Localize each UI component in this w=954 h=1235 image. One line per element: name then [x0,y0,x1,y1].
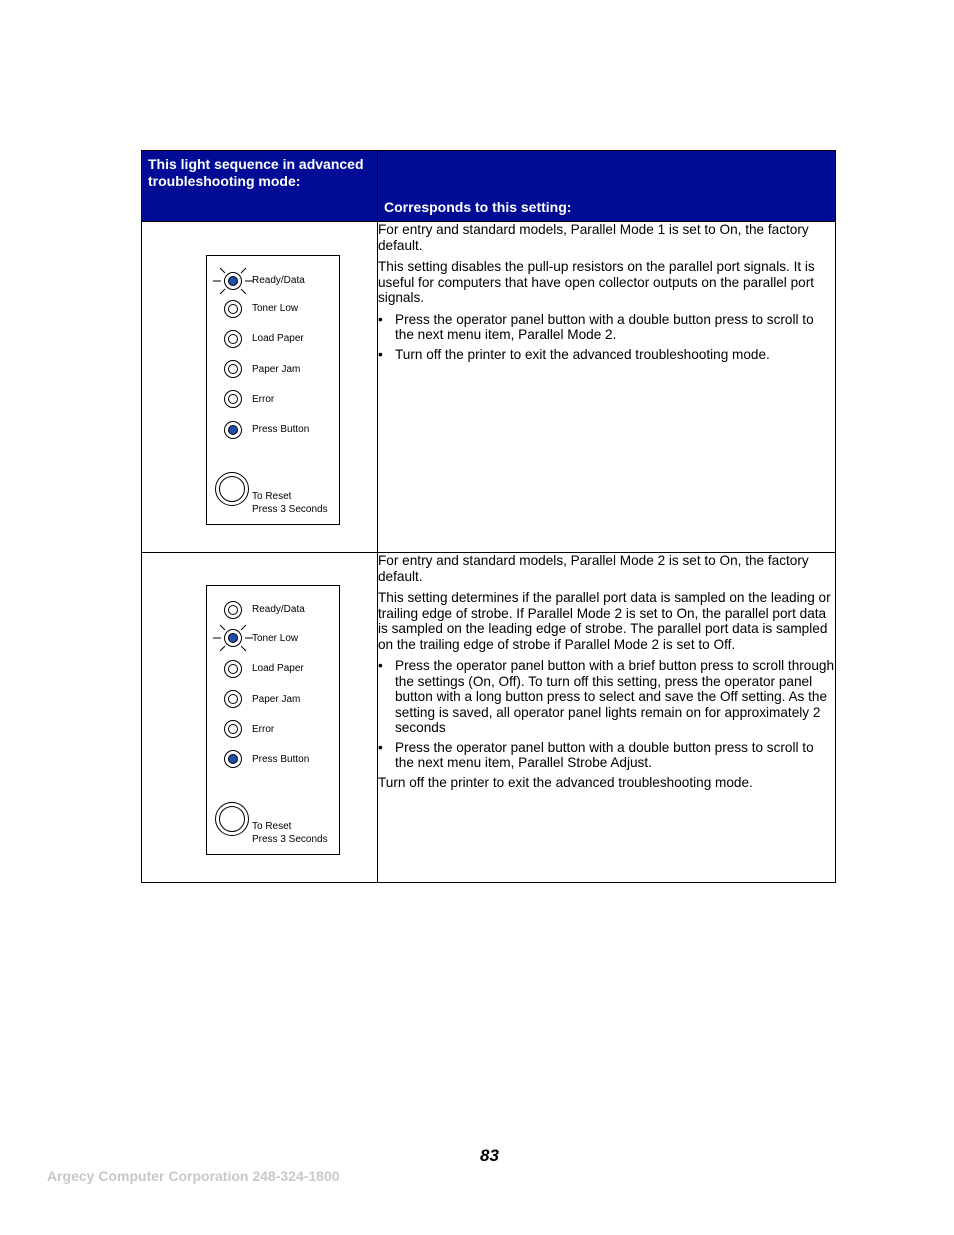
instruction-list [378,312,835,363]
table-row [142,553,836,883]
description-paragraph: For entry and standard models, Parallel Mode 1 is set to On, the factory default. [378,222,809,253]
press-button-label: Press Button [252,424,310,435]
load-paper-light [224,330,242,348]
reset-label [252,820,328,846]
description-paragraph: Turn off the printer to exit the advanced troubleshooting mode. [378,774,753,790]
list-item: • Turn off the printer to exit the advanced troubleshooting mode. [378,347,835,363]
list-item: • Press the operator panel button with a double button press to scroll to the next menu item, Parallel Strobe Adjust. [378,740,835,771]
description-paragraph: This setting determines if the parallel port data is sampled on the leading or trailing edge of strobe. If Parallel Mode 2 is set to On, the parallel port data is sampled on the leading edge of strobe. The parallel port data is sampled on the trailing edge of strobe if Parallel Mode 2 is set to Off. [378,590,831,652]
header-setting: Corresponds to this setting: [378,151,836,222]
light-sequence-table [141,150,836,883]
setting-description-cell [378,222,836,553]
operator-button-icon [215,472,249,506]
list-item: • Press the operator panel button with a double button press to scroll to the next menu item, Parallel Mode 2. [378,312,835,343]
light-sequence-cell [142,553,378,883]
description-paragraph: This setting disables the pull-up resistors on the parallel port signals. It is useful for computers that have open collector outputs on the parallel port signals. [378,259,815,305]
list-item: • Press the operator panel button with a brief button press to scroll through the settings (On, Off). To turn off this setting, press the operator panel button with a long button press to select and save the Off setting. As the setting is saved, all operator panel lights remain on for approximately 2 seconds [378,658,835,736]
operator-panel-diagram [206,585,340,855]
reset-line1: To Reset [252,491,292,502]
operator-button-icon [215,802,249,836]
paper-jam-label: Paper Jam [252,694,301,705]
load-paper-light [224,660,242,678]
instruction-list [378,658,835,771]
ready-data-light [224,272,242,290]
footer-text: Argecy Computer Corporation 248-324-1800 [47,1168,340,1184]
error-light [224,720,242,738]
paper-jam-light [224,360,242,378]
table-row [142,222,836,553]
description-paragraph: For entry and standard models, Parallel Mode 2 is set to On, the factory default. [378,553,809,584]
ready-data-light [224,601,242,619]
setting-description-cell [378,553,836,883]
paper-jam-label: Paper Jam [252,364,301,375]
press-button-light [224,421,242,439]
toner-low-light [224,629,242,647]
reset-line1: To Reset [252,821,292,832]
press-button-label: Press Button [252,754,310,765]
reset-label [252,490,328,516]
reset-line2: Press 3 Seconds [252,504,328,515]
page-number: 83 [480,1146,499,1165]
error-label: Error [252,724,275,735]
load-paper-label: Load Paper [252,663,304,674]
error-light [224,390,242,408]
operator-panel-diagram [206,255,340,525]
header-light-sequence: This light sequence in advanced troubleshooting mode: [142,151,378,222]
table-header-row [142,151,836,222]
ready-data-label: Ready/Data [252,604,305,615]
reset-line2: Press 3 Seconds [252,834,328,845]
ready-data-label: Ready/Data [252,275,305,286]
error-label: Error [252,394,275,405]
toner-low-label: Toner Low [252,633,299,644]
paper-jam-light [224,690,242,708]
toner-low-label: Toner Low [252,303,299,314]
press-button-light [224,750,242,768]
load-paper-label: Load Paper [252,333,304,344]
light-sequence-cell [142,222,378,553]
toner-low-light [224,300,242,318]
